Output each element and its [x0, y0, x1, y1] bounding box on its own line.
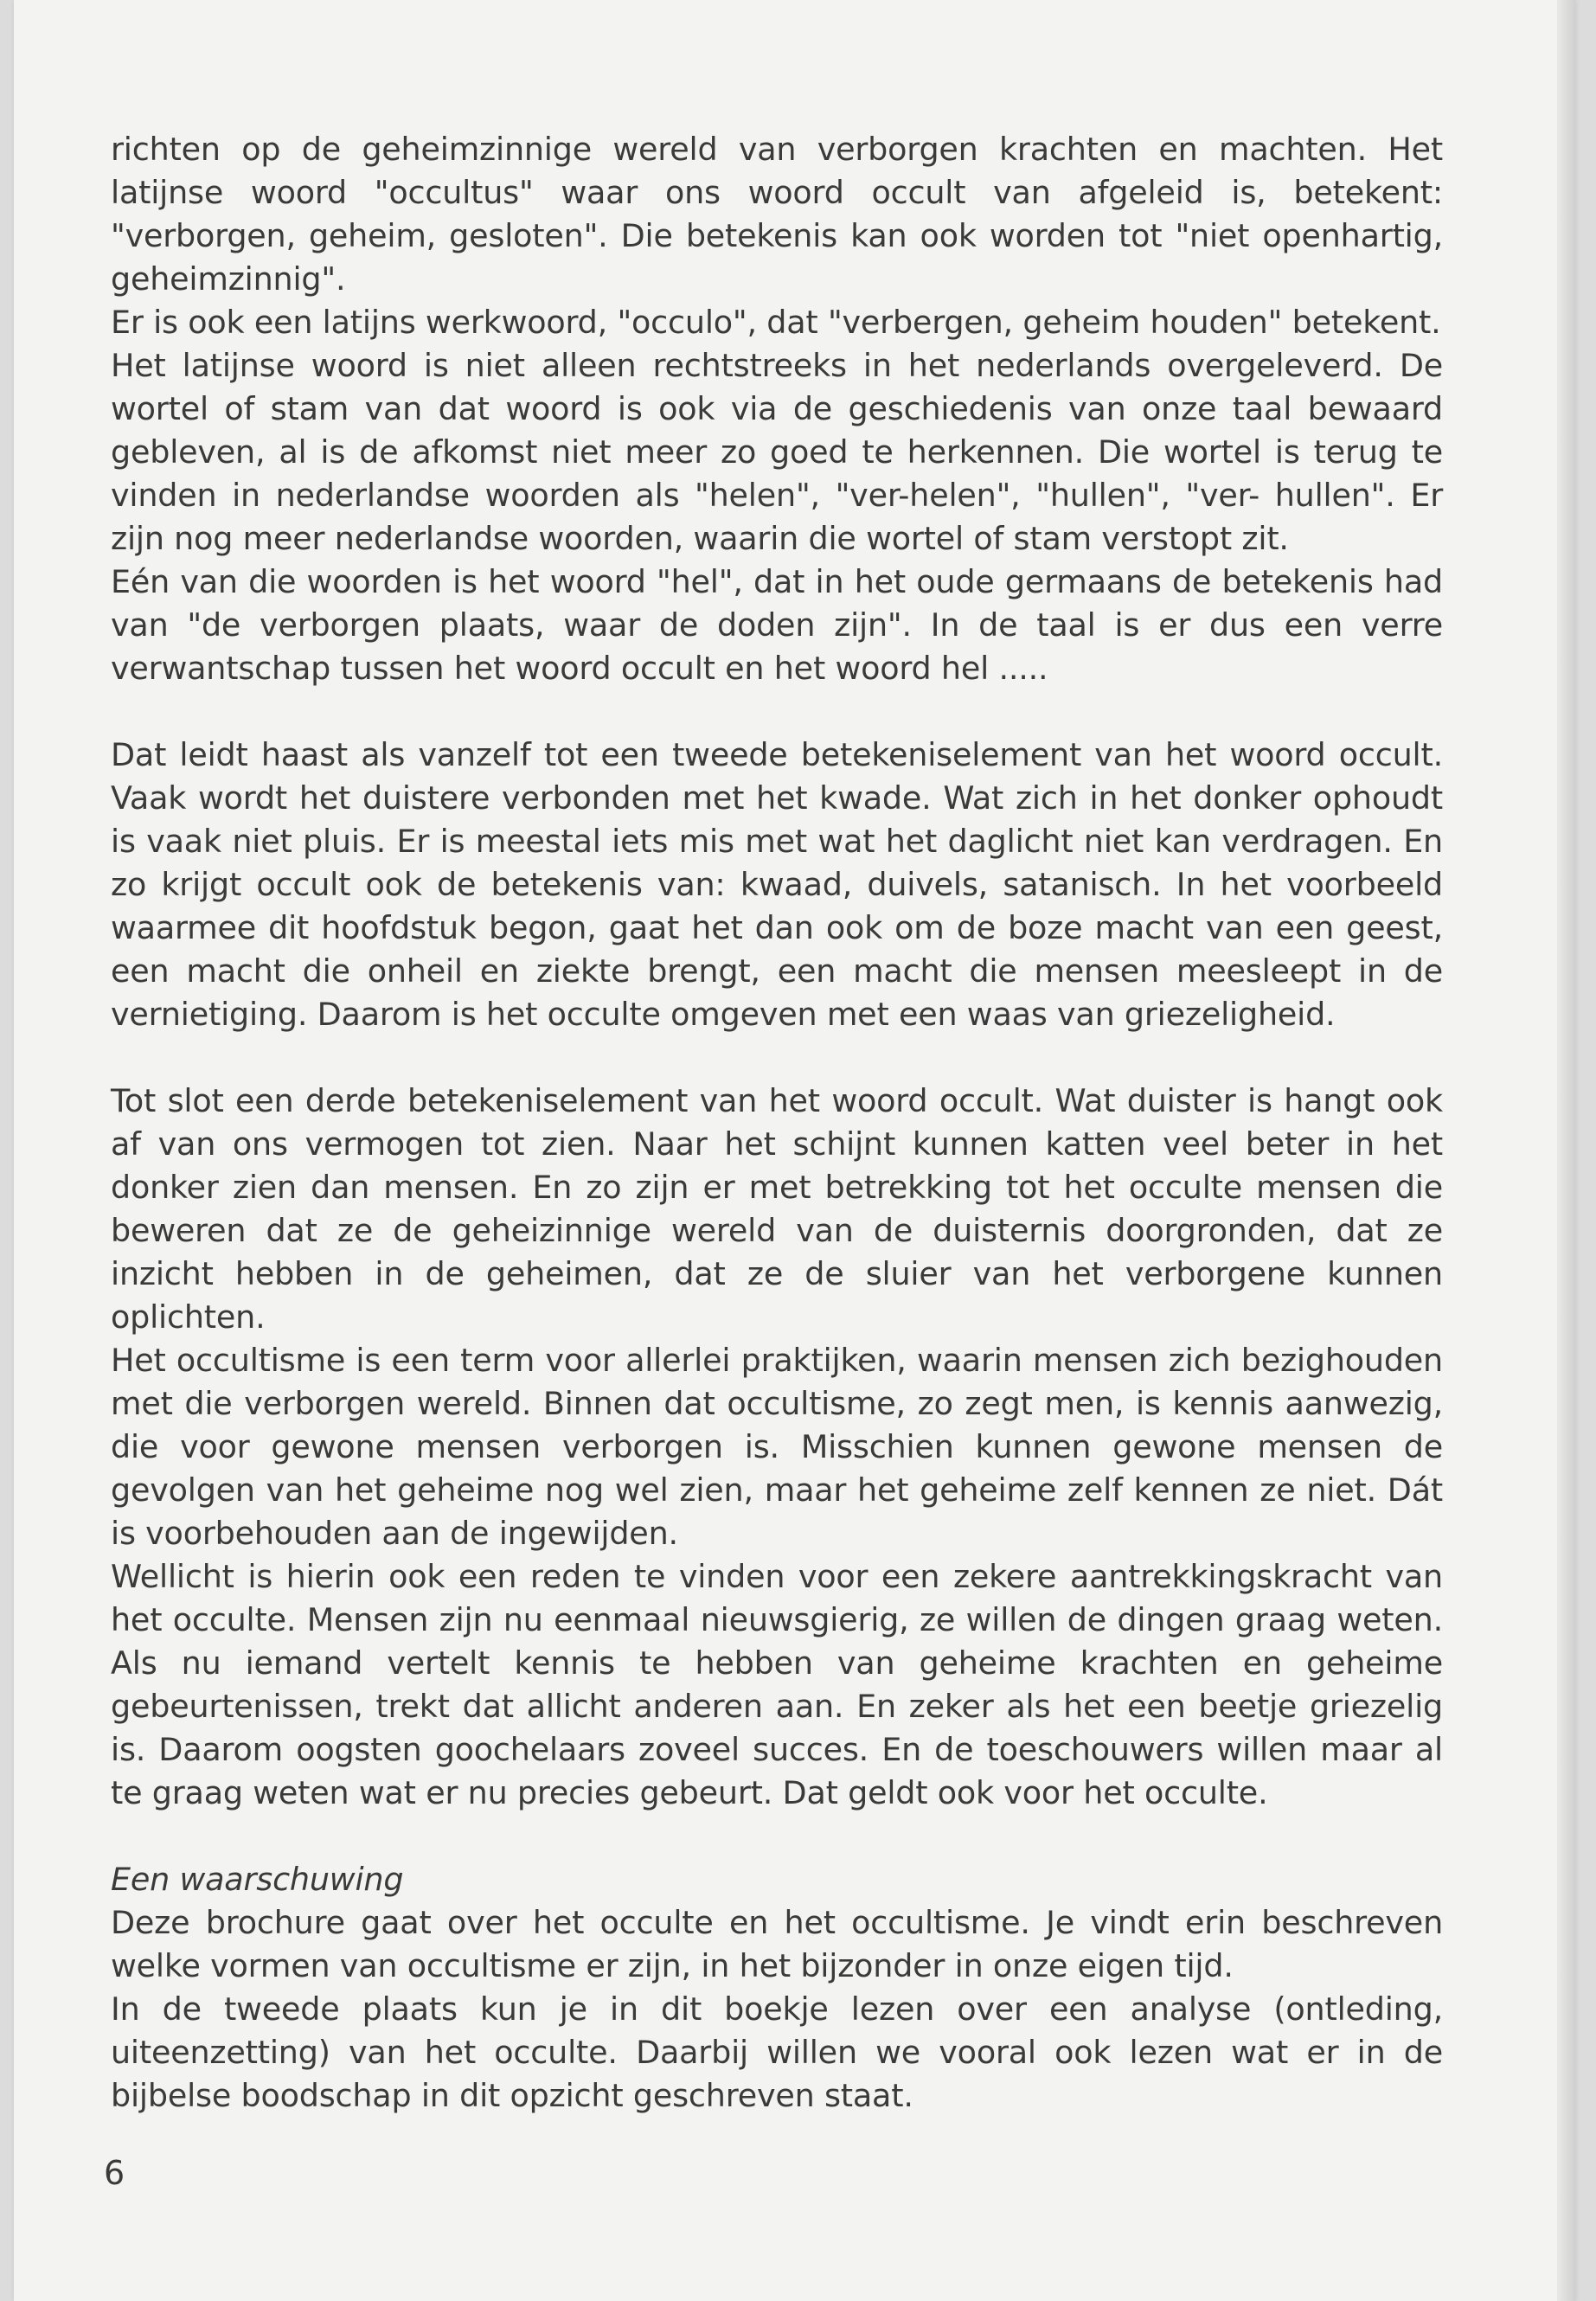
paragraph: Deze brochure gaat over het occulte en het occultisme. Je vindt erin beschreven welke vormen van occultisme er zijn, in het bijzonder in onze eigen tijd. — [111, 1904, 1443, 1984]
document-page — [14, 0, 1576, 2301]
section-heading: Een waarschuwing — [111, 1861, 404, 1898]
paragraph: Wellicht is hierin ook een reden te vinden voor een zekere aantrekkingskracht van het occulte. Mensen zijn nu eenmaal nieuwsgierig, ze willen de dingen graag weten. Als nu iemand vertelt kennis te hebben van geheime krachten en geheime gebeurtenissen, trekt dat allicht anderen aan. En zeker als het een beetje griezelig is. Daarom oogsten goochelaars zoveel succes. En de toeschouwers willen maar al te graag weten wat er nu precies gebeurt. Dat geldt ook voor het occulte. — [111, 1558, 1443, 1811]
paragraph: Tot slot een derde betekeniselement van het woord occult. Wat duister is hangt ook af van ons vermogen tot zien. Naar het schijnt kunnen katten veel beter in het donker zien dan mensen. En zo zijn er met betrekking tot het occulte mensen die beweren dat ze de geheizinnige wereld van de duisternis doorgronden, dat ze inzicht hebben in de geheimen, dat ze de sluier van het verborgene kunnen oplichten. — [111, 1082, 1443, 1336]
paragraph: Er is ook een latijns werkwoord, "occulo", dat "verbergen, geheim houden" betekent. — [111, 304, 1441, 341]
page-number: 6 — [104, 2154, 125, 2192]
paragraph: Eén van die woorden is het woord "hel", dat in het oude germaans de betekenis had van "de verborgen plaats, waar de doden zijn". In de taal is er dus een verre verwantschap tussen het woord occult en het woord hel ..... — [111, 563, 1443, 687]
paragraph-spacer — [111, 1815, 1443, 1858]
paragraph: Het latijnse woord is niet alleen rechtstreeks in het nederlands overgeleverd. De wortel of stam van dat woord is ook via de geschiedenis van onze taal bewaard gebleven, al is de afkomst niet meer zo goed te herkennen. Die wortel is terug te vinden in nederlandse woorden als "helen", "ver-helen", "hullen", "ver- hullen". Er zijn nog meer nederlandse woorden, waarin die wortel of stam verstopt zit. — [111, 347, 1443, 557]
paragraph-spacer — [111, 1036, 1443, 1080]
paragraph: In de tweede plaats kun je in dit boekje lezen over een analyse (ontleding, uiteenzetting) van het occulte. Daarbij willen we vooral ook lezen wat er in de bijbelse boodschap in dit opzicht geschreven staat. — [111, 1990, 1443, 2114]
paragraph: Dat leidt haast als vanzelf tot een tweede betekeniselement van het woord occult. Vaak wordt het duistere verbonden met het kwade. Wat zich in het donker ophoudt is vaak niet pluis. Er is meestal iets mis met wat het daglicht niet kan verdragen. En zo krijgt occult ook de betekenis van: kwaad, duivels, satanisch. In het voorbeeld waarmee dit hoofdstuk begon, gaat het dan ook om de boze macht van een geest, een macht die onheil en ziekte brengt, een macht die mensen meesleept in de vernietiging. Daarom is het occulte omgeven met een waas van griezeligheid. — [111, 736, 1443, 1033]
paragraph: Het occultisme is een term voor allerlei praktijken, waarin mensen zich bezighouden met die verborgen wereld. Binnen dat occultisme, zo zegt men, is kennis aanwezig, die voor gewone mensen verborgen is. Misschien kunnen gewone mensen de gevolgen van het geheime nog wel zien, maar het geheime zelf kennen ze niet. Dát is voorbehouden aan de ingewijden. — [111, 1342, 1443, 1552]
body-text — [111, 128, 1443, 2118]
paragraph: richten op de geheimzinnige wereld van verborgen krachten en machten. Het latijnse woord "occultus" waar ons woord occult van afgeleid is, betekent: "verborgen, geheim, gesloten". Die betekenis kan ook worden tot "niet openhartig, geheimzinnig". — [111, 131, 1443, 298]
page-edge-shadow — [1557, 0, 1576, 2301]
paragraph-spacer — [111, 690, 1443, 734]
